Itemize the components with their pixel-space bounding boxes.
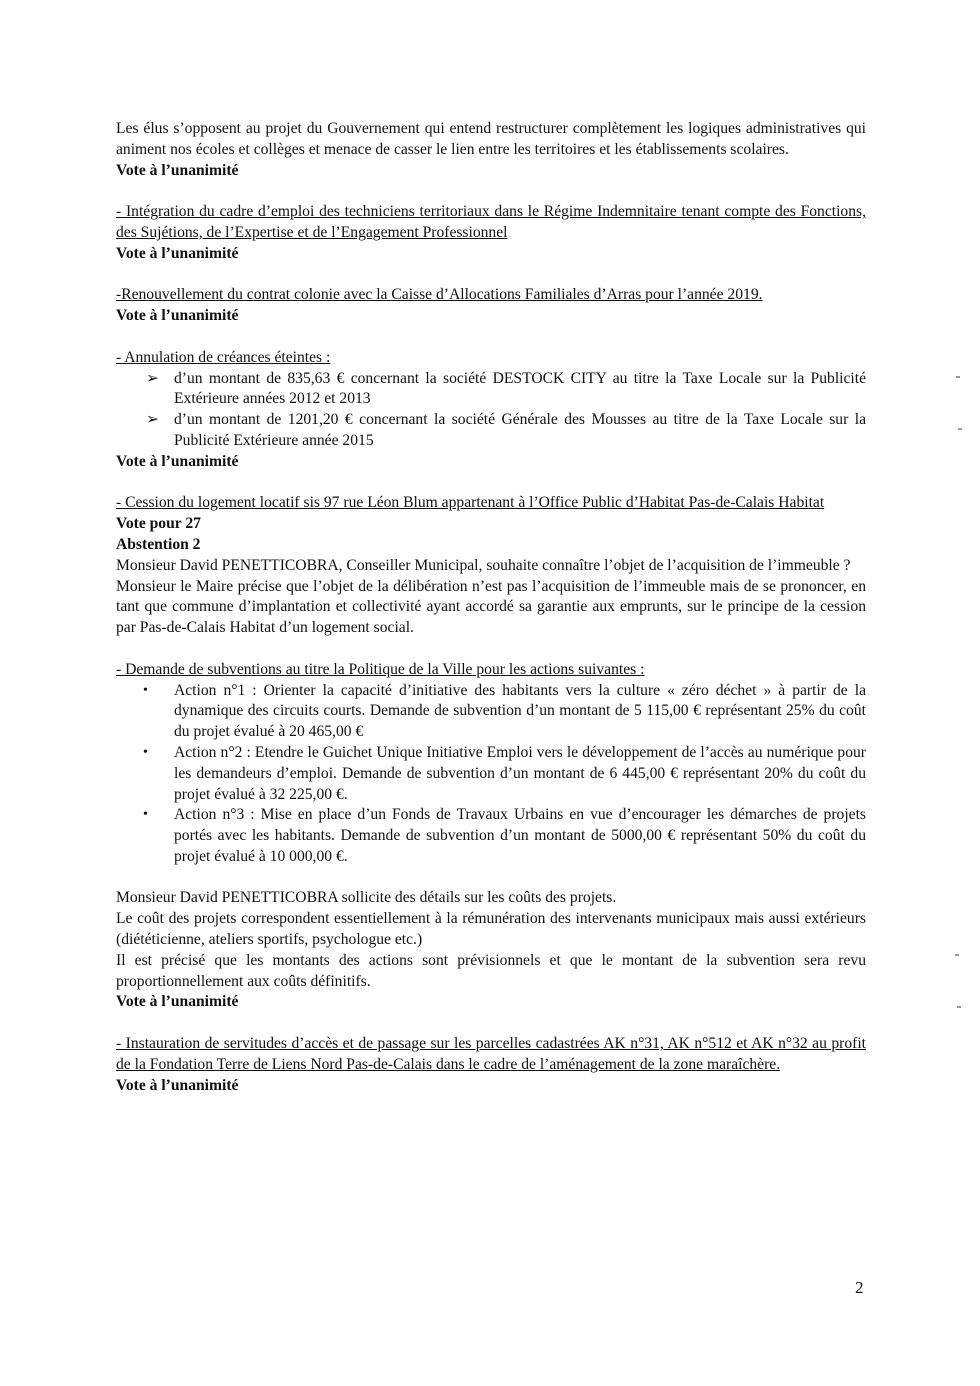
- scan-speck: [956, 376, 960, 378]
- bullet-icon: •: [143, 744, 148, 760]
- arrow-bullet-icon: ➢: [146, 369, 160, 387]
- section-title-renouvellement: -Renouvellement du contrat colonie avec la Caisse d’Allocations Familiales d’Arras pour l’année 2019.: [116, 286, 763, 304]
- vote-result: Vote à l’unanimité: [116, 452, 239, 470]
- paragraph: Le coût des projets correspondent essentiellement à la rémunération des intervenants municipaux mais aussi extérieurs (diététicienne, ateliers sportifs, psychologue etc.): [116, 910, 866, 949]
- vote-result: Vote à l’unanimité: [116, 993, 239, 1011]
- paragraph: Il est précisé que les montants des actions sont prévisionnels et que le montant de la subvention sera revu proportionnellement aux coûts définitifs.: [116, 951, 866, 990]
- bullet-icon: •: [143, 807, 148, 823]
- section-title-servitudes: - Instauration de servitudes d’accès et de passage sur les parcelles cadastrées AK n°31, AK n°512 et AK n°32 au profit de la Fondation Terre de Liens Nord Pas-de-Calais dans le cadre de l’aménagement de la zone maraîchère.: [116, 1035, 866, 1073]
- vote-result: Vote à l’unanimité: [116, 244, 239, 262]
- vote-result: Vote à l’unanimité: [116, 1076, 239, 1094]
- list-item: ➢ d’un montant de 835,63 € concernant la société DESTOCK CITY au titre la Taxe Locale sur la Publicité Extérieure années 2012 et 2013: [146, 369, 866, 408]
- paragraph: Monsieur David PENETTICOBRA sollicite des détails sur les coûts des projets.: [116, 889, 617, 907]
- vote-pour: Vote pour 27: [116, 515, 201, 533]
- section-title-subventions: - Demande de subventions au titre la Politique de la Ville pour les actions suivantes :: [116, 660, 645, 678]
- scan-speck: [955, 954, 959, 956]
- list-item: • Action n°1 : Orienter la capacité d’initiative des habitants vers la culture « zéro déchet » à partir de la dynamique des circuits courts. Demande de subvention d’un montant de 5 115,00 € représentant 25% du coût du projet évalué à 20 465,00 €: [143, 681, 866, 741]
- intro-paragraph: Les élus s’opposent au projet du Gouvernement qui entend restructurer complètement les logiques administratives qui animent nos écoles et collèges et menace de casser le lien entre les territoires et les établissements scolaires.: [116, 120, 866, 158]
- section-title-integration: - Intégration du cadre d’emploi des techniciens territoriaux dans le Régime Indemnitaire tenant compte des Fonctions, des Sujétions, de l’Expertise et de l’Engagement Professionnel: [116, 203, 866, 241]
- list-item: • Action n°2 : Etendre le Guichet Unique Initiative Emploi vers le développement de l’accès au numérique pour les demandeurs d’emploi. Demande de subvention d’un montant de 6 445,00 € représentant 20% du coût du projet évalué à 32 225,00 €.: [143, 743, 866, 803]
- paragraph: Monsieur le Maire précise que l’objet de la délibération n’est pas l’acquisition de l’immeuble mais de se prononcer, en tant que commune d’implantation et collectivité ayant accordé sa garantie aux emprunts, sur le principe de la cession par Pas-de-Calais Habitat d’un logement social.: [116, 577, 866, 637]
- scan-speck: [958, 428, 962, 430]
- scan-speck: [957, 1006, 961, 1008]
- vote-abstention: Abstention 2: [116, 535, 201, 553]
- vote-result: Vote à l’unanimité: [116, 161, 239, 179]
- page-number: 2: [855, 1278, 864, 1297]
- document-body: [116, 119, 866, 1096]
- section-title-cession: - Cession du logement locatif sis 97 rue Léon Blum appartenant à l’Office Public d’Habitat Pas-de-Calais Habitat: [116, 494, 825, 512]
- section-title-annulation: - Annulation de créances éteintes :: [116, 348, 331, 366]
- vote-result: Vote à l’unanimité: [116, 307, 239, 325]
- paragraph: Monsieur David PENETTICOBRA, Conseiller Municipal, souhaite connaître l’objet de l’acquisition de l’immeuble ?: [116, 556, 851, 574]
- list-item: • Action n°3 : Mise en place d’un Fonds de Travaux Urbains en vue d’encourager les démarches de projets portés avec les habitants. Demande de subvention d’un montant de 5000,00 € représentant 50% du coût du projet évalué à 10 000,00 €.: [143, 806, 866, 865]
- arrow-bullet-icon: ➢: [146, 411, 160, 429]
- bullet-icon: •: [143, 682, 148, 698]
- list-item: ➢ d’un montant de 1201,20 € concernant la société Générale des Mousses au titre de la Taxe Locale sur la Publicité Extérieure année 2015: [146, 411, 866, 449]
